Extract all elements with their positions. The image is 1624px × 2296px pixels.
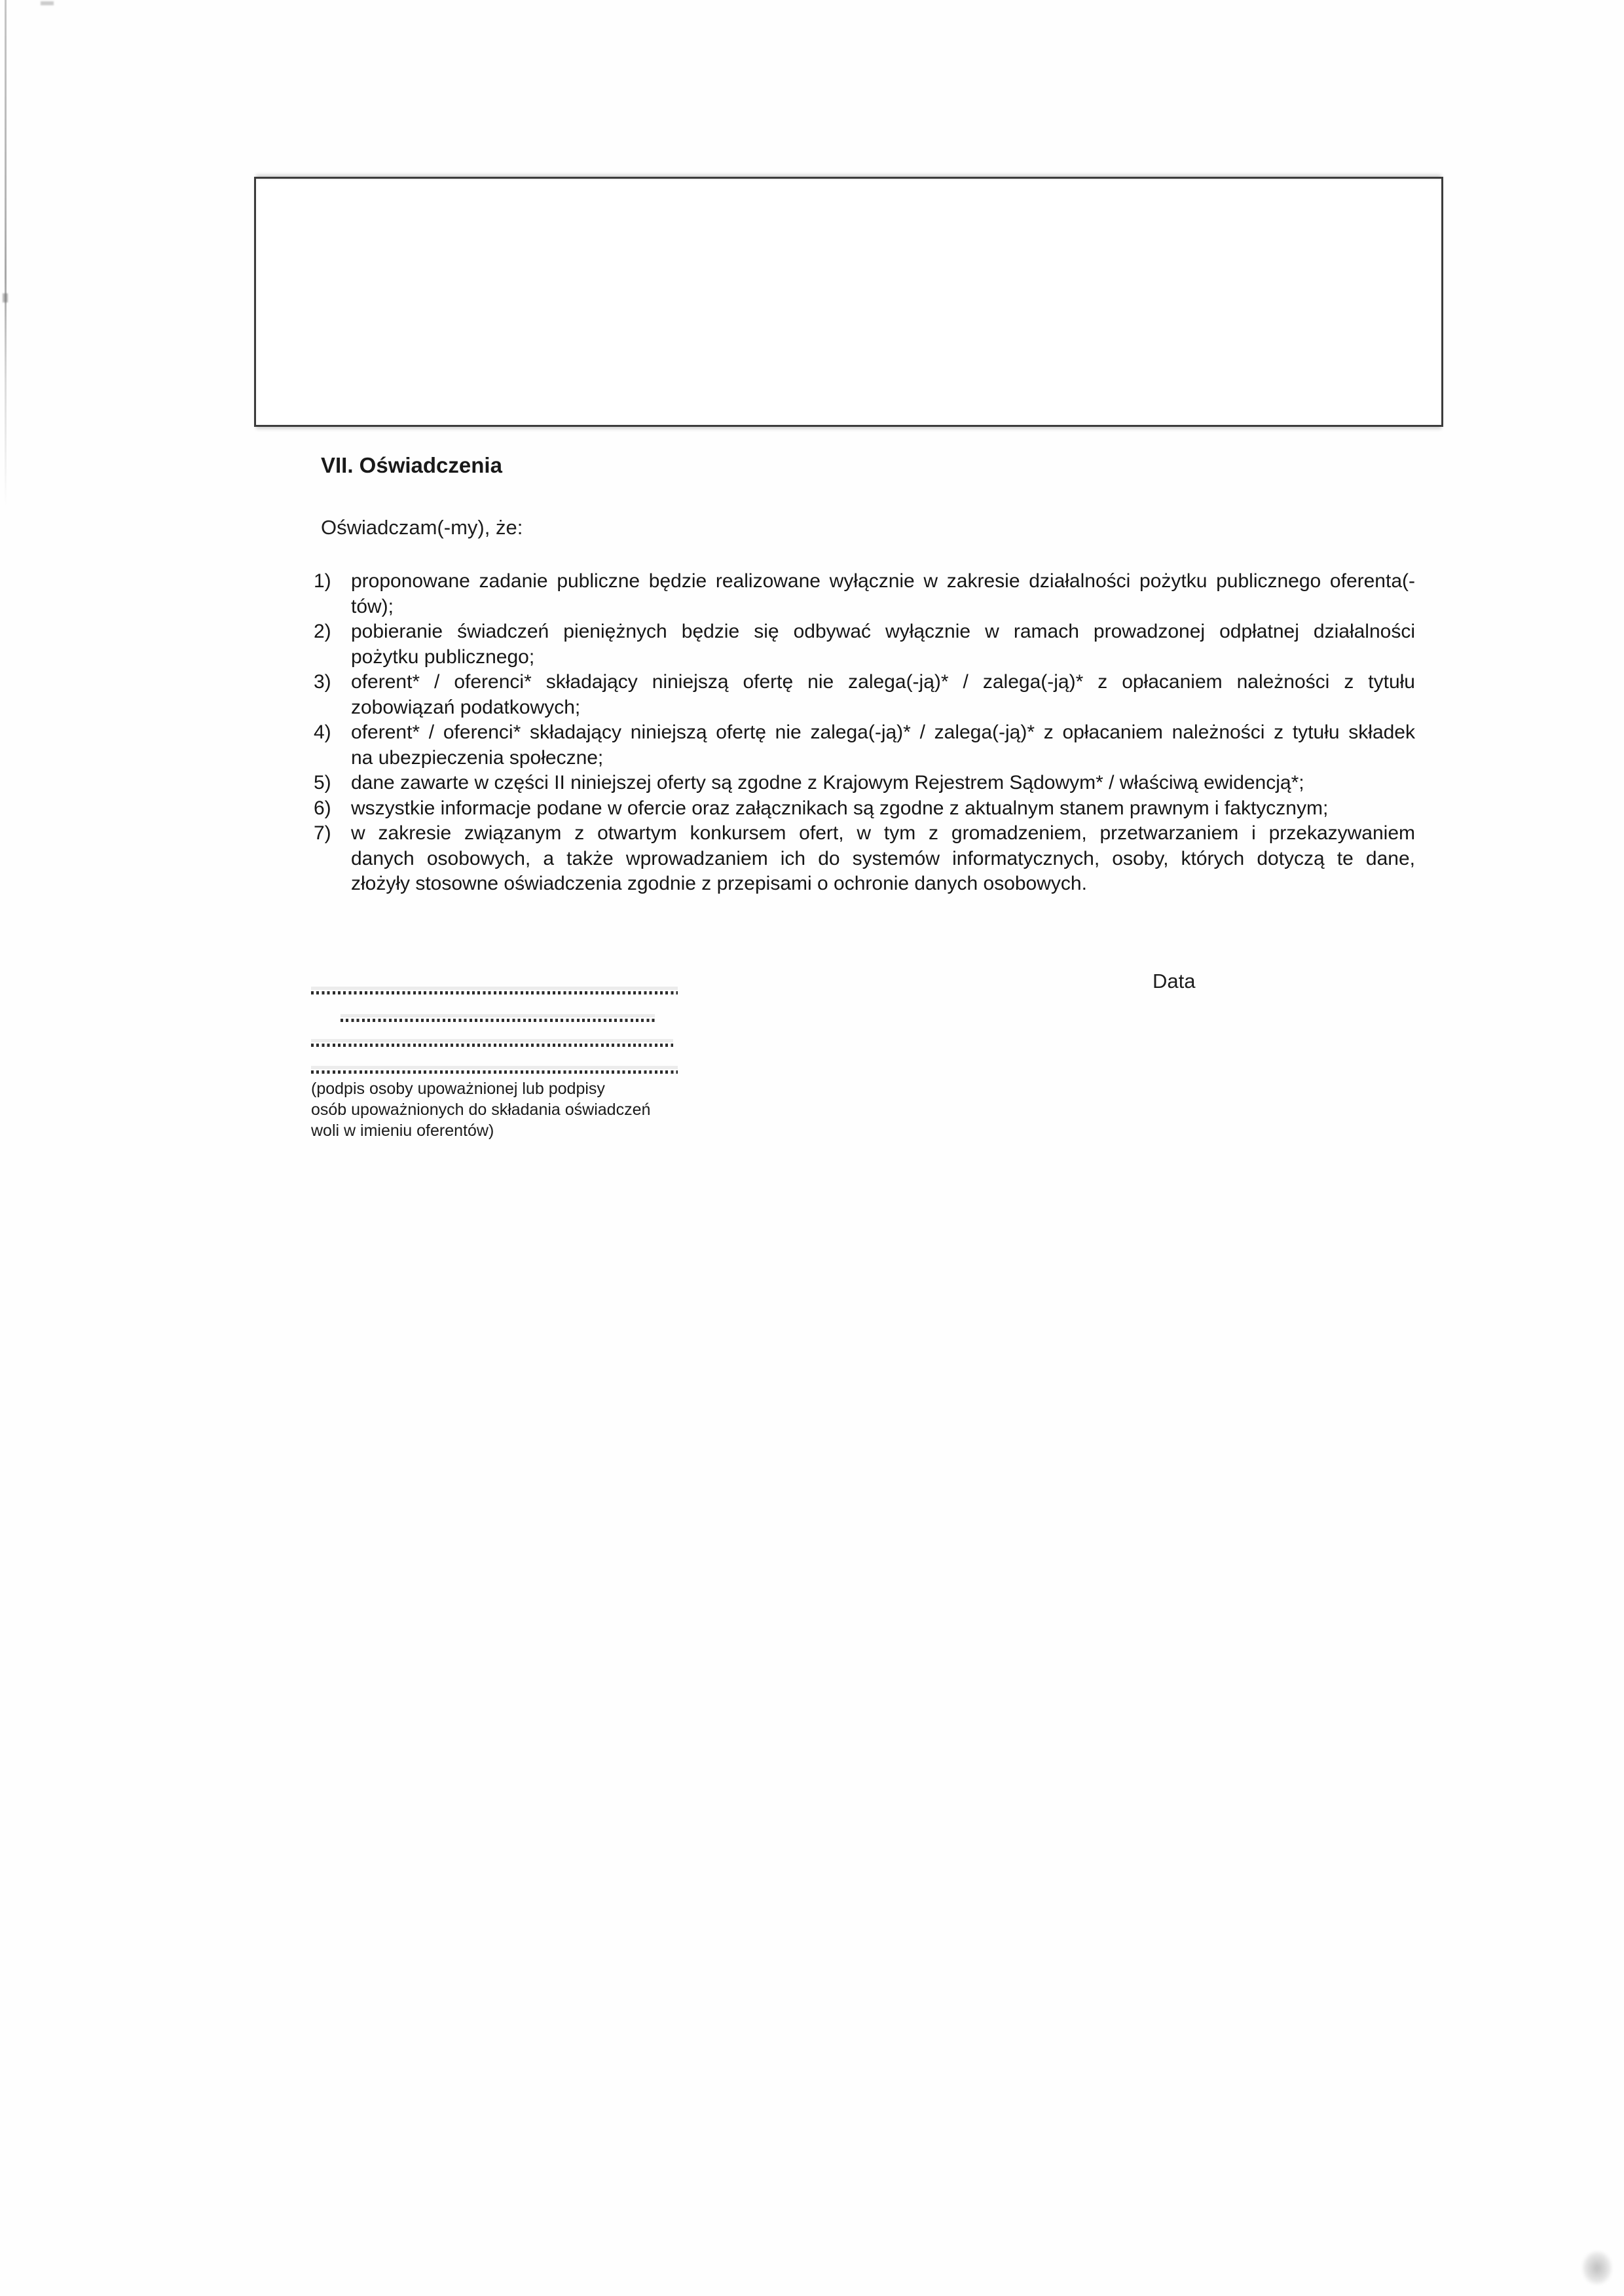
declaration-number: 2) (314, 621, 331, 642)
declaration-line: wszystkie informacje podane w ofercie oraz załącznikach są zgodne z aktualnym stanem prawnym i faktycznym; (351, 797, 1329, 819)
declaration-item (314, 771, 1415, 796)
declarations-list (314, 569, 1415, 897)
empty-info-box (254, 177, 1443, 427)
declaration-line: tów); (351, 595, 394, 617)
declaration-number: 3) (314, 671, 331, 693)
signature-caption-line: (podpis osoby upoważnionej lub podpisy (311, 1080, 605, 1098)
declaration-item (314, 569, 1415, 619)
signature-dotted-line-1 (311, 991, 678, 994)
declaration-item (314, 619, 1415, 670)
signature-dotted-line-3 (311, 1044, 673, 1047)
scan-artifact-left-edge (5, 0, 7, 507)
declaration-line: zobowiązań podatkowych; (351, 696, 581, 718)
declaration-number: 1) (314, 570, 331, 592)
declaration-number: 4) (314, 721, 331, 743)
declaration-item (314, 670, 1415, 720)
declaration-line: dane zawarte w części II niniejszej oferty są zgodne z Krajowym Rejestrem Sądowym* / właściwą ewidencją*; (351, 772, 1304, 793)
declaration-line: złożyły stosowne oświadczenia zgodnie z przepisami o ochronie danych osobowych. (351, 873, 1087, 894)
declaration-line: pożytku publicznego; (351, 646, 535, 668)
date-label: Data (1153, 970, 1196, 993)
declaration-line: oferent* / oferenci* składający niniejszą ofertę nie zalega(-ją)* / zalega(-ją)* z opłacaniem należności z tytułu składek (351, 721, 1415, 743)
signature-caption (311, 1078, 809, 1141)
signature-caption-line: woli w imieniu oferentów) (311, 1121, 494, 1140)
declaration-item (314, 796, 1415, 822)
declaration-line: na ubezpieczenia społeczne; (351, 746, 604, 769)
signature-dotted-line-4 (311, 1070, 678, 1074)
declaration-item (314, 720, 1415, 771)
declaration-line: danych osobowych, a także wprowadzaniem ich do systemów informatycznych, osoby, których dotyczą te dane, (351, 847, 1415, 869)
declaration-number: 6) (314, 797, 331, 819)
intro-text: Oświadczam(-my), że: (321, 516, 523, 539)
declaration-line: oferent* / oferenci* składający niniejszą ofertę nie zalega(-ją)* / zalega(-ją)* z opłacaniem należności z tytułu (351, 671, 1415, 693)
scan-artifact-top-dash (41, 1, 54, 5)
declaration-number: 5) (314, 772, 331, 793)
signature-dotted-line-2 (341, 1019, 655, 1022)
scan-artifact-tick (3, 293, 8, 302)
signature-caption-line: osób upoważnionych do składania oświadczeń (311, 1101, 651, 1119)
declaration-item (314, 821, 1415, 897)
declaration-number: 7) (314, 822, 331, 844)
declaration-line: w zakresie związanym z otwartym konkursem ofert, w tym z gromadzeniem, przetwarzaniem i przekazywaniem (351, 822, 1415, 844)
declaration-line: proponowane zadanie publiczne będzie realizowane wyłącznie w zakresie działalności pożytku publicznego oferenta(- (351, 570, 1415, 592)
section-heading: VII. Oświadczenia (321, 453, 502, 477)
declaration-line: pobieranie świadczeń pieniężnych będzie się odbywać wyłącznie w ramach prowadzonej odpłatnej działalności (351, 621, 1415, 642)
scan-artifact-smudge (1582, 2251, 1612, 2285)
